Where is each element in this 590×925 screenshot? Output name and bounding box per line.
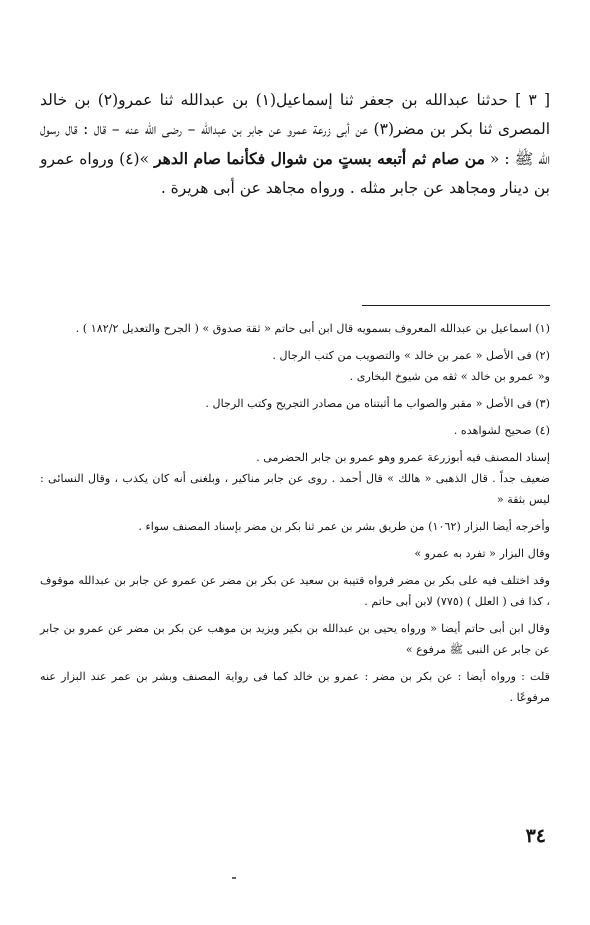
footnote-4: (٤) صحيح لشواهده . [453, 424, 550, 437]
page-number: ٣٤ [525, 825, 546, 847]
footnote-4-conclusion: قلت : ورواه أيضا : عن بكر بن مضر : عمرو بن خالد كما فى رواية المصنف وبشر بن عمر عند البزار عنه مرفوعًا . [40, 670, 550, 704]
hadith-paragraph [40, 86, 550, 203]
footnote-4-ilal: وقد اختلف فيه على بكر بن مضر فرواه قتيبة بن سعيد عن بكر بن مضر عن عمرو عن جابر بن عبدالله موقوف ، كذا فى ( العلل ) (٧٧٥) لابن أبى حاتم . [40, 574, 550, 608]
footnote-4-isnad: إسناد المصنف فيه أبوزرعة عمرو وهو عمرو بن جابر الحضرمى . [256, 451, 550, 464]
hadith-matn: من صام ثم أتبعه بستٍ من شوال فكأنما صام الدهر [154, 149, 485, 168]
footnote-4-bazzar-quote: وقال البزار « تفرد به عمرو » [414, 547, 550, 560]
footnote-1: (١) اسماعيل بن عبدالله المعروف بسمويه قال ابن أبى حاتم « ثقة صدوق » ( الجرح والتعديل ١٨٢/٢ ) . [75, 322, 550, 335]
footnote-4-weakness: ضعيف جداً . قال الذهبى « هالك » قال أحمد . روى عن جابر مناكير ، وبلغنى أنه كان يكذب ، وقال النسائى : ليس بثقة « [40, 472, 550, 506]
footnote-3: (٣) فى الأصل « مقبر والصواب ما أثبتناه من مصادر التجريح وكتب الرجال . [205, 397, 550, 410]
footnotes [40, 318, 550, 708]
footnote-2-note: و« عمرو بن خالد » ثقه من شيوخ البخارى . [349, 370, 550, 383]
hadith-text [40, 86, 550, 203]
footnote-2: (٢) فى الأصل « عمر بن خالد » والتصويب من كتب الرجال . [272, 349, 550, 362]
print-speck [232, 877, 236, 879]
hadith-intro: [ ٣ ] حدثنا عبدالله بن جعفر ثنا إسماعيل(١) بن عبدالله ثنا عمرو(٢) بن خالد المصرى ثنا بكر بن مضر(٣) عن أبى زرعة عمرو عن جابر بن عبدالله – رضى الله عنه – قال : قال رسول الله ﷺ : « [40, 91, 550, 168]
hadith-outro: »(٤) ورواه عمرو بن دينار ومجاهد عن جابر مثله . ورواه مجاهد عن أبى هريرة . [40, 150, 550, 197]
footnote-4-bazzar: وأخرجه أيضا البزار (١٠٦٢) من طريق بشر بن عمر ثنا بكر بن مضر بإسناد المصنف سواء . [138, 520, 550, 533]
footnote-separator [362, 305, 550, 306]
footnote-4-ibn-abi-hatim: وقال ابن أبى حاتم أيضا « ورواه يحيى بن عبدالله بن بكير ويزيد بن موهب عن بكر بن مضر عن عمرو بن جابر عن جابر عن النبى ﷺ مرفوع » [40, 622, 550, 656]
